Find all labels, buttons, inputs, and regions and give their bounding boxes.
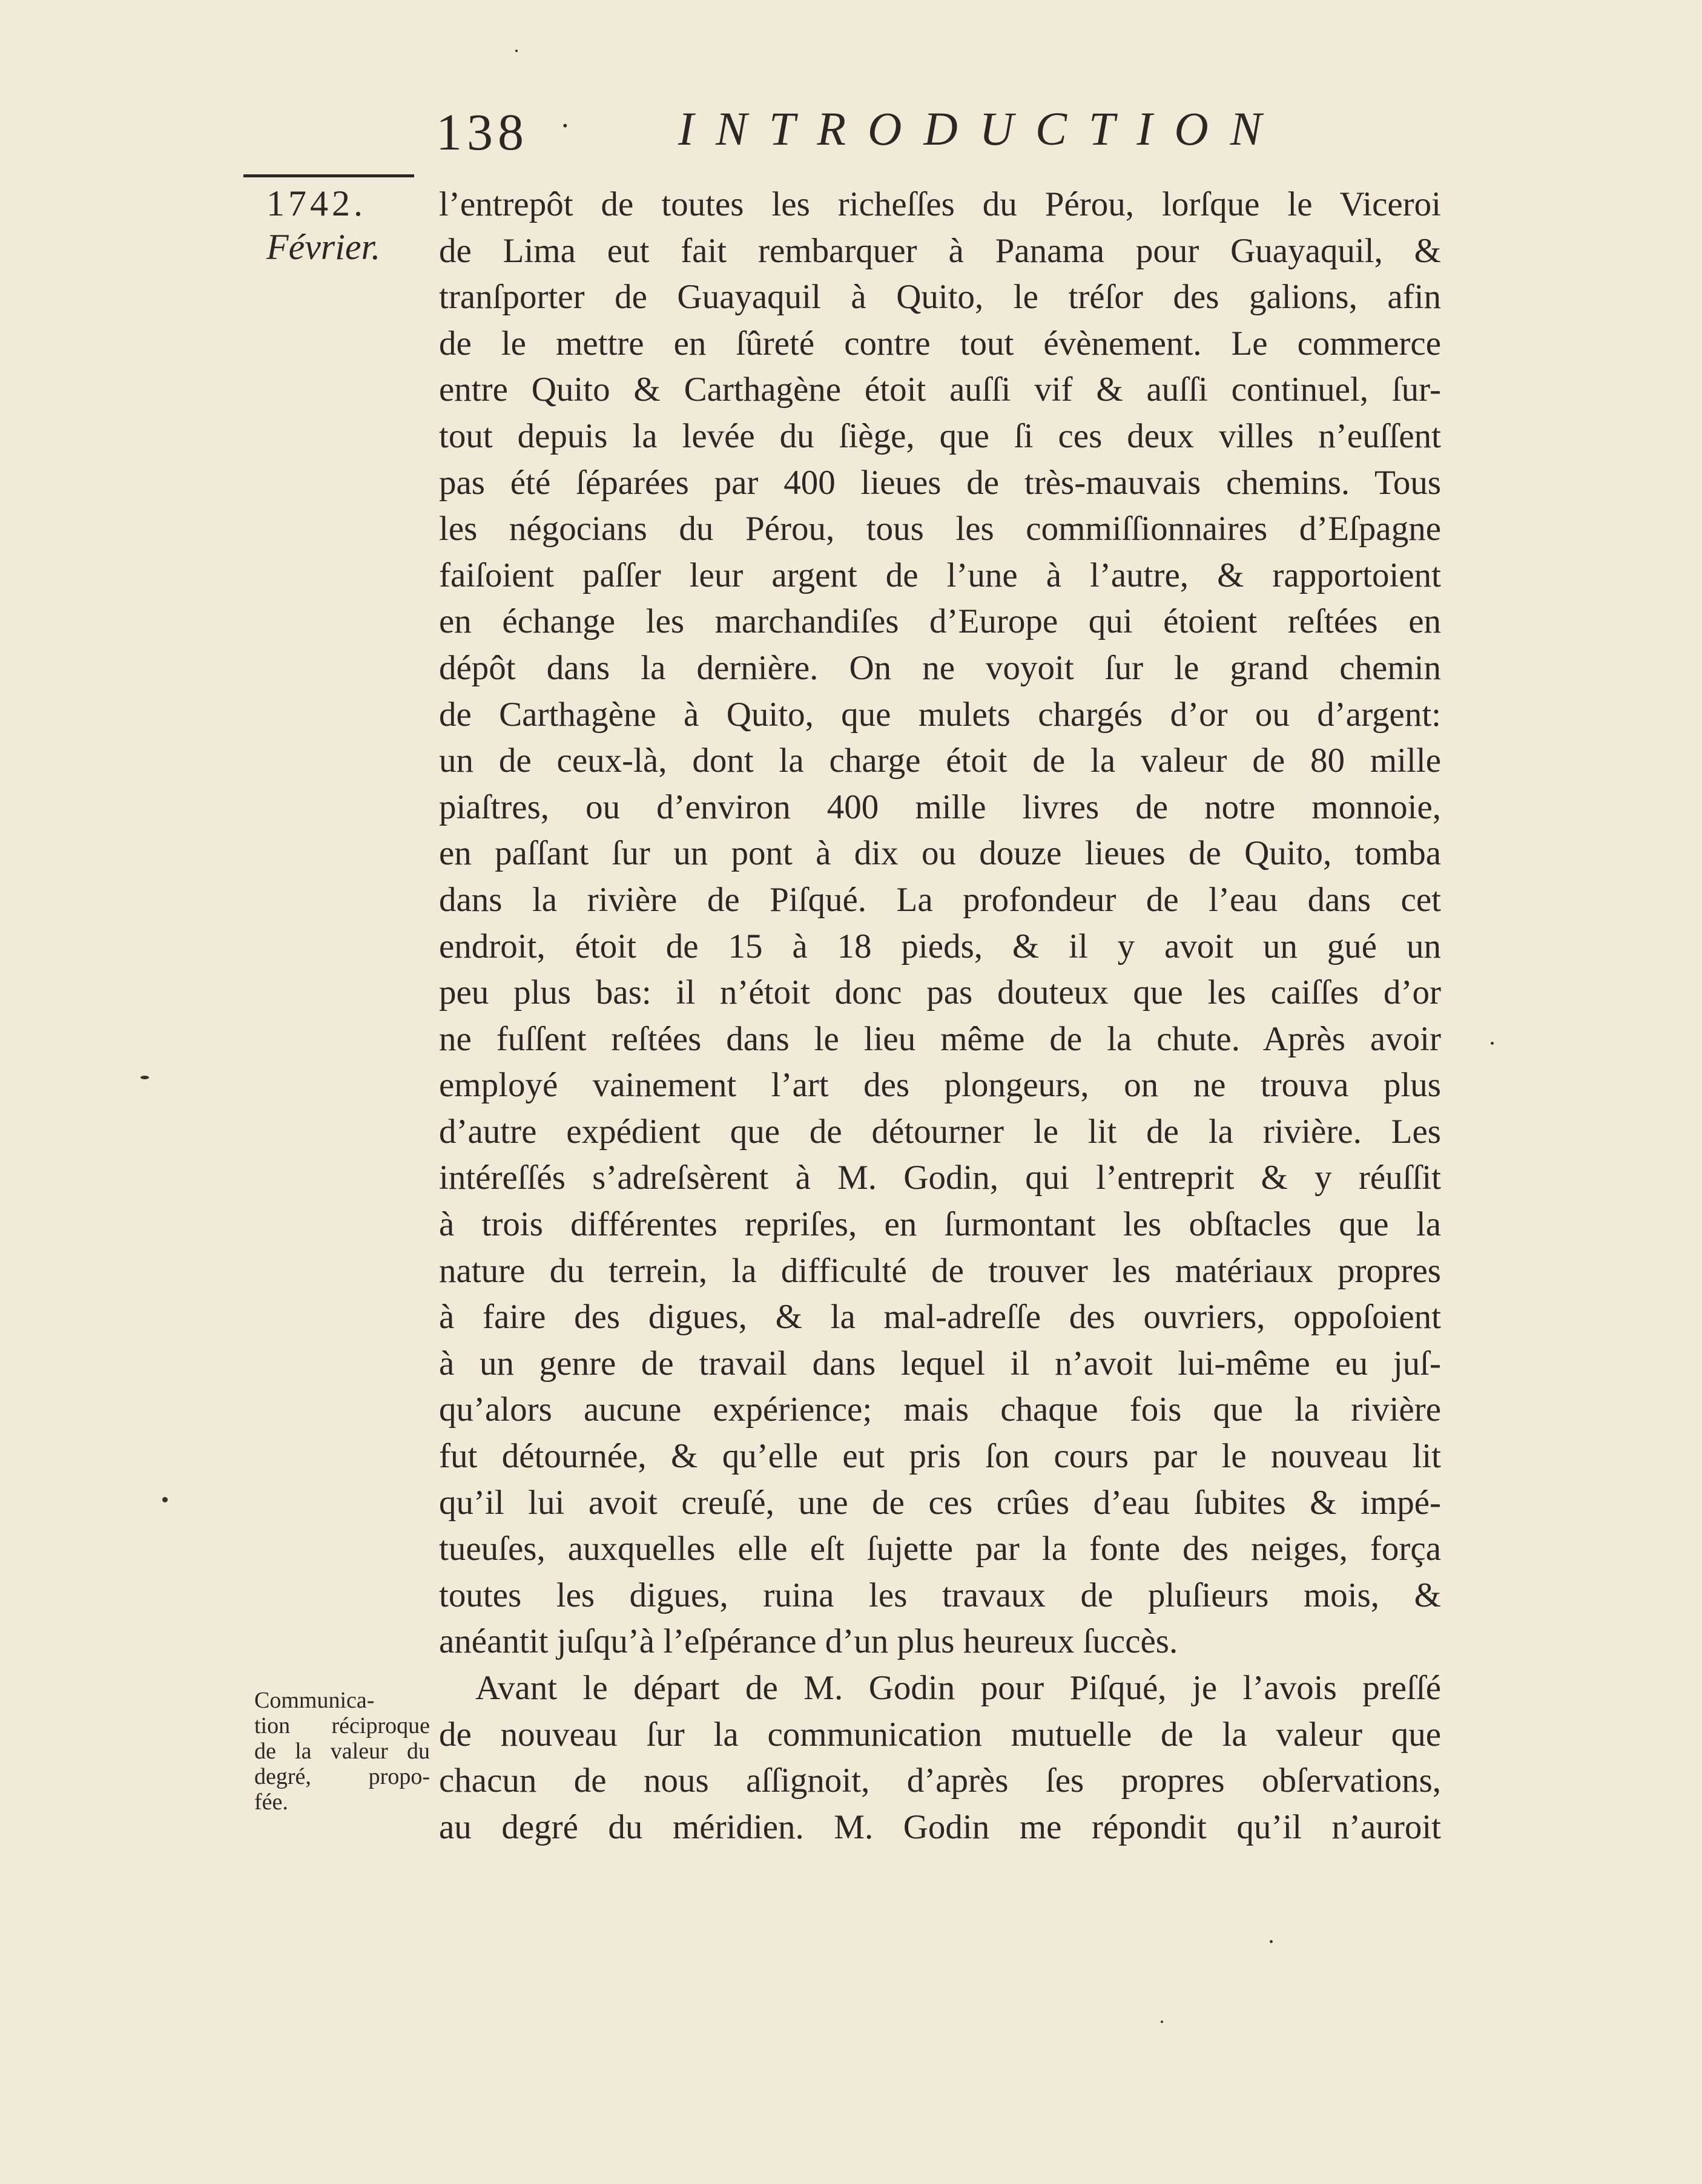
text-line: employé vainement l’art des plongeurs, on ne trouva plus [439, 1066, 1441, 1105]
side-note [254, 1688, 430, 1815]
margin-year: 1742. [266, 183, 366, 223]
paper-speck [515, 50, 518, 52]
paper-speck [1161, 2021, 1163, 2023]
paper-speck [162, 1497, 168, 1502]
side-note-line: Communica- [254, 1688, 375, 1713]
text-line: en échange les marchandiſes d’Europe qui étoient reſtées en [439, 602, 1441, 641]
text-line: fut détournée, & qu’elle eut pris ſon cours par le nouveau lit [439, 1437, 1441, 1476]
text-line: pas été ſéparées par 400 lieues de très-mauvais chemins. Tous [439, 463, 1441, 502]
side-note-line: de la valeur du [254, 1738, 430, 1764]
text-line: dans la rivière de Piſqué. La profondeur de l’eau dans cet [439, 880, 1441, 919]
text-line: les négocians du Pérou, tous les commiſſionnaires d’Eſpagne [439, 510, 1441, 548]
text-line: de Carthagène à Quito, que mulets chargés d’or ou d’argent: [439, 695, 1441, 734]
page-number: 138 [436, 103, 529, 161]
text-line: ne fuſſent reſtées dans le lieu même de la chute. Après avoir [439, 1019, 1441, 1058]
text-line: en paſſant ſur un pont à dix ou douze lieues de Quito, tomba [439, 834, 1441, 873]
side-note-line: fée. [254, 1789, 288, 1815]
paper-speck [140, 1076, 149, 1079]
text-line: dépôt dans la dernière. On ne voyoit ſur le grand chemin [439, 648, 1441, 687]
text-line: intéreſſés s’adreſsèrent à M. Godin, qui l’entreprit & y réuſſit [439, 1159, 1441, 1197]
running-title: INTRODUCTION [678, 102, 1284, 155]
text-line: anéantit juſqu’à l’eſpérance d’un plus heureux ſuccès. [439, 1622, 1178, 1661]
text-line: de le mettre en ſûreté contre tout évènement. Le commerce [439, 324, 1441, 363]
text-line: nature du terrein, la difficulté de trouver les matériaux propres [439, 1251, 1441, 1290]
text-line: tueuſes, auxquelles elle eſt ſujette par la fonte des neiges, força [439, 1530, 1441, 1568]
body-text [439, 182, 1441, 1850]
paper-speck [1270, 1940, 1273, 1943]
text-line: Avant le départ de M. Godin pour Piſqué, je l’avois preſſé [475, 1669, 1441, 1707]
text-line: à faire des digues, & la mal-adreſſe des ouvriers, oppoſoient [439, 1298, 1441, 1337]
text-line: à un genre de travail dans lequel il n’avoit lui-même eu juſ- [439, 1344, 1441, 1383]
text-line: d’autre expédient que de détourner le lit de la rivière. Les [439, 1112, 1441, 1151]
page-header [424, 102, 1284, 168]
text-line: au degré du méridien. M. Godin me répondit qu’il n’auroit [439, 1807, 1441, 1846]
text-line: toutes les digues, ruina les travaux de pluſieurs mois, & [439, 1576, 1441, 1614]
text-line: un de ceux-là, dont la charge étoit de la valeur de 80 mille [439, 742, 1441, 780]
text-line: de Lima eut fait rembarquer à Panama pour Guayaquil, & [439, 231, 1441, 270]
text-line: tranſporter de Guayaquil à Quito, le tréſor des galions, afin [439, 278, 1441, 317]
margin-date [266, 182, 424, 269]
text-line: qu’il lui avoit creuſé, une de ces crûes d’eau ſubites & impé- [439, 1483, 1441, 1522]
paper-speck [1491, 1042, 1494, 1045]
text-line: à trois différentes repriſes, en ſurmontant les obſtacles que la [439, 1205, 1441, 1244]
text-line: de nouveau ſur la communication mutuelle de la valeur que [439, 1715, 1441, 1754]
text-line: qu’alors aucune expérience; mais chaque fois que la rivière [439, 1390, 1441, 1429]
text-line: piaſtres, ou d’environ 400 mille livres de notre monnoie, [439, 788, 1441, 826]
side-note-line: tion réciproque [254, 1713, 430, 1738]
text-line: peu plus bas: il n’étoit donc pas douteux que les caiſſes d’or [439, 973, 1441, 1012]
text-line: faiſoient paſſer leur argent de l’une à l’autre, & rapportoient [439, 556, 1441, 594]
text-line: entre Quito & Carthagène étoit auſſi vif & auſſi continuel, ſur- [439, 370, 1441, 409]
text-line: chacun de nous aſſignoit, d’après ſes propres obſervations, [439, 1761, 1441, 1800]
side-note-line: degré, propo- [254, 1764, 430, 1789]
header-ornament-dot: · [560, 108, 570, 142]
text-line: tout depuis la levée du ſiège, que ſi ces deux villes n’euſſent [439, 416, 1441, 455]
text-line: l’entrepôt de toutes les richeſſes du Pérou, lorſque le Viceroi [439, 185, 1441, 223]
margin-month: Février. [266, 227, 381, 267]
text-line: endroit, étoit de 15 à 18 pieds, & il y avoit un gué un [439, 927, 1441, 965]
margin-rule [243, 174, 414, 177]
